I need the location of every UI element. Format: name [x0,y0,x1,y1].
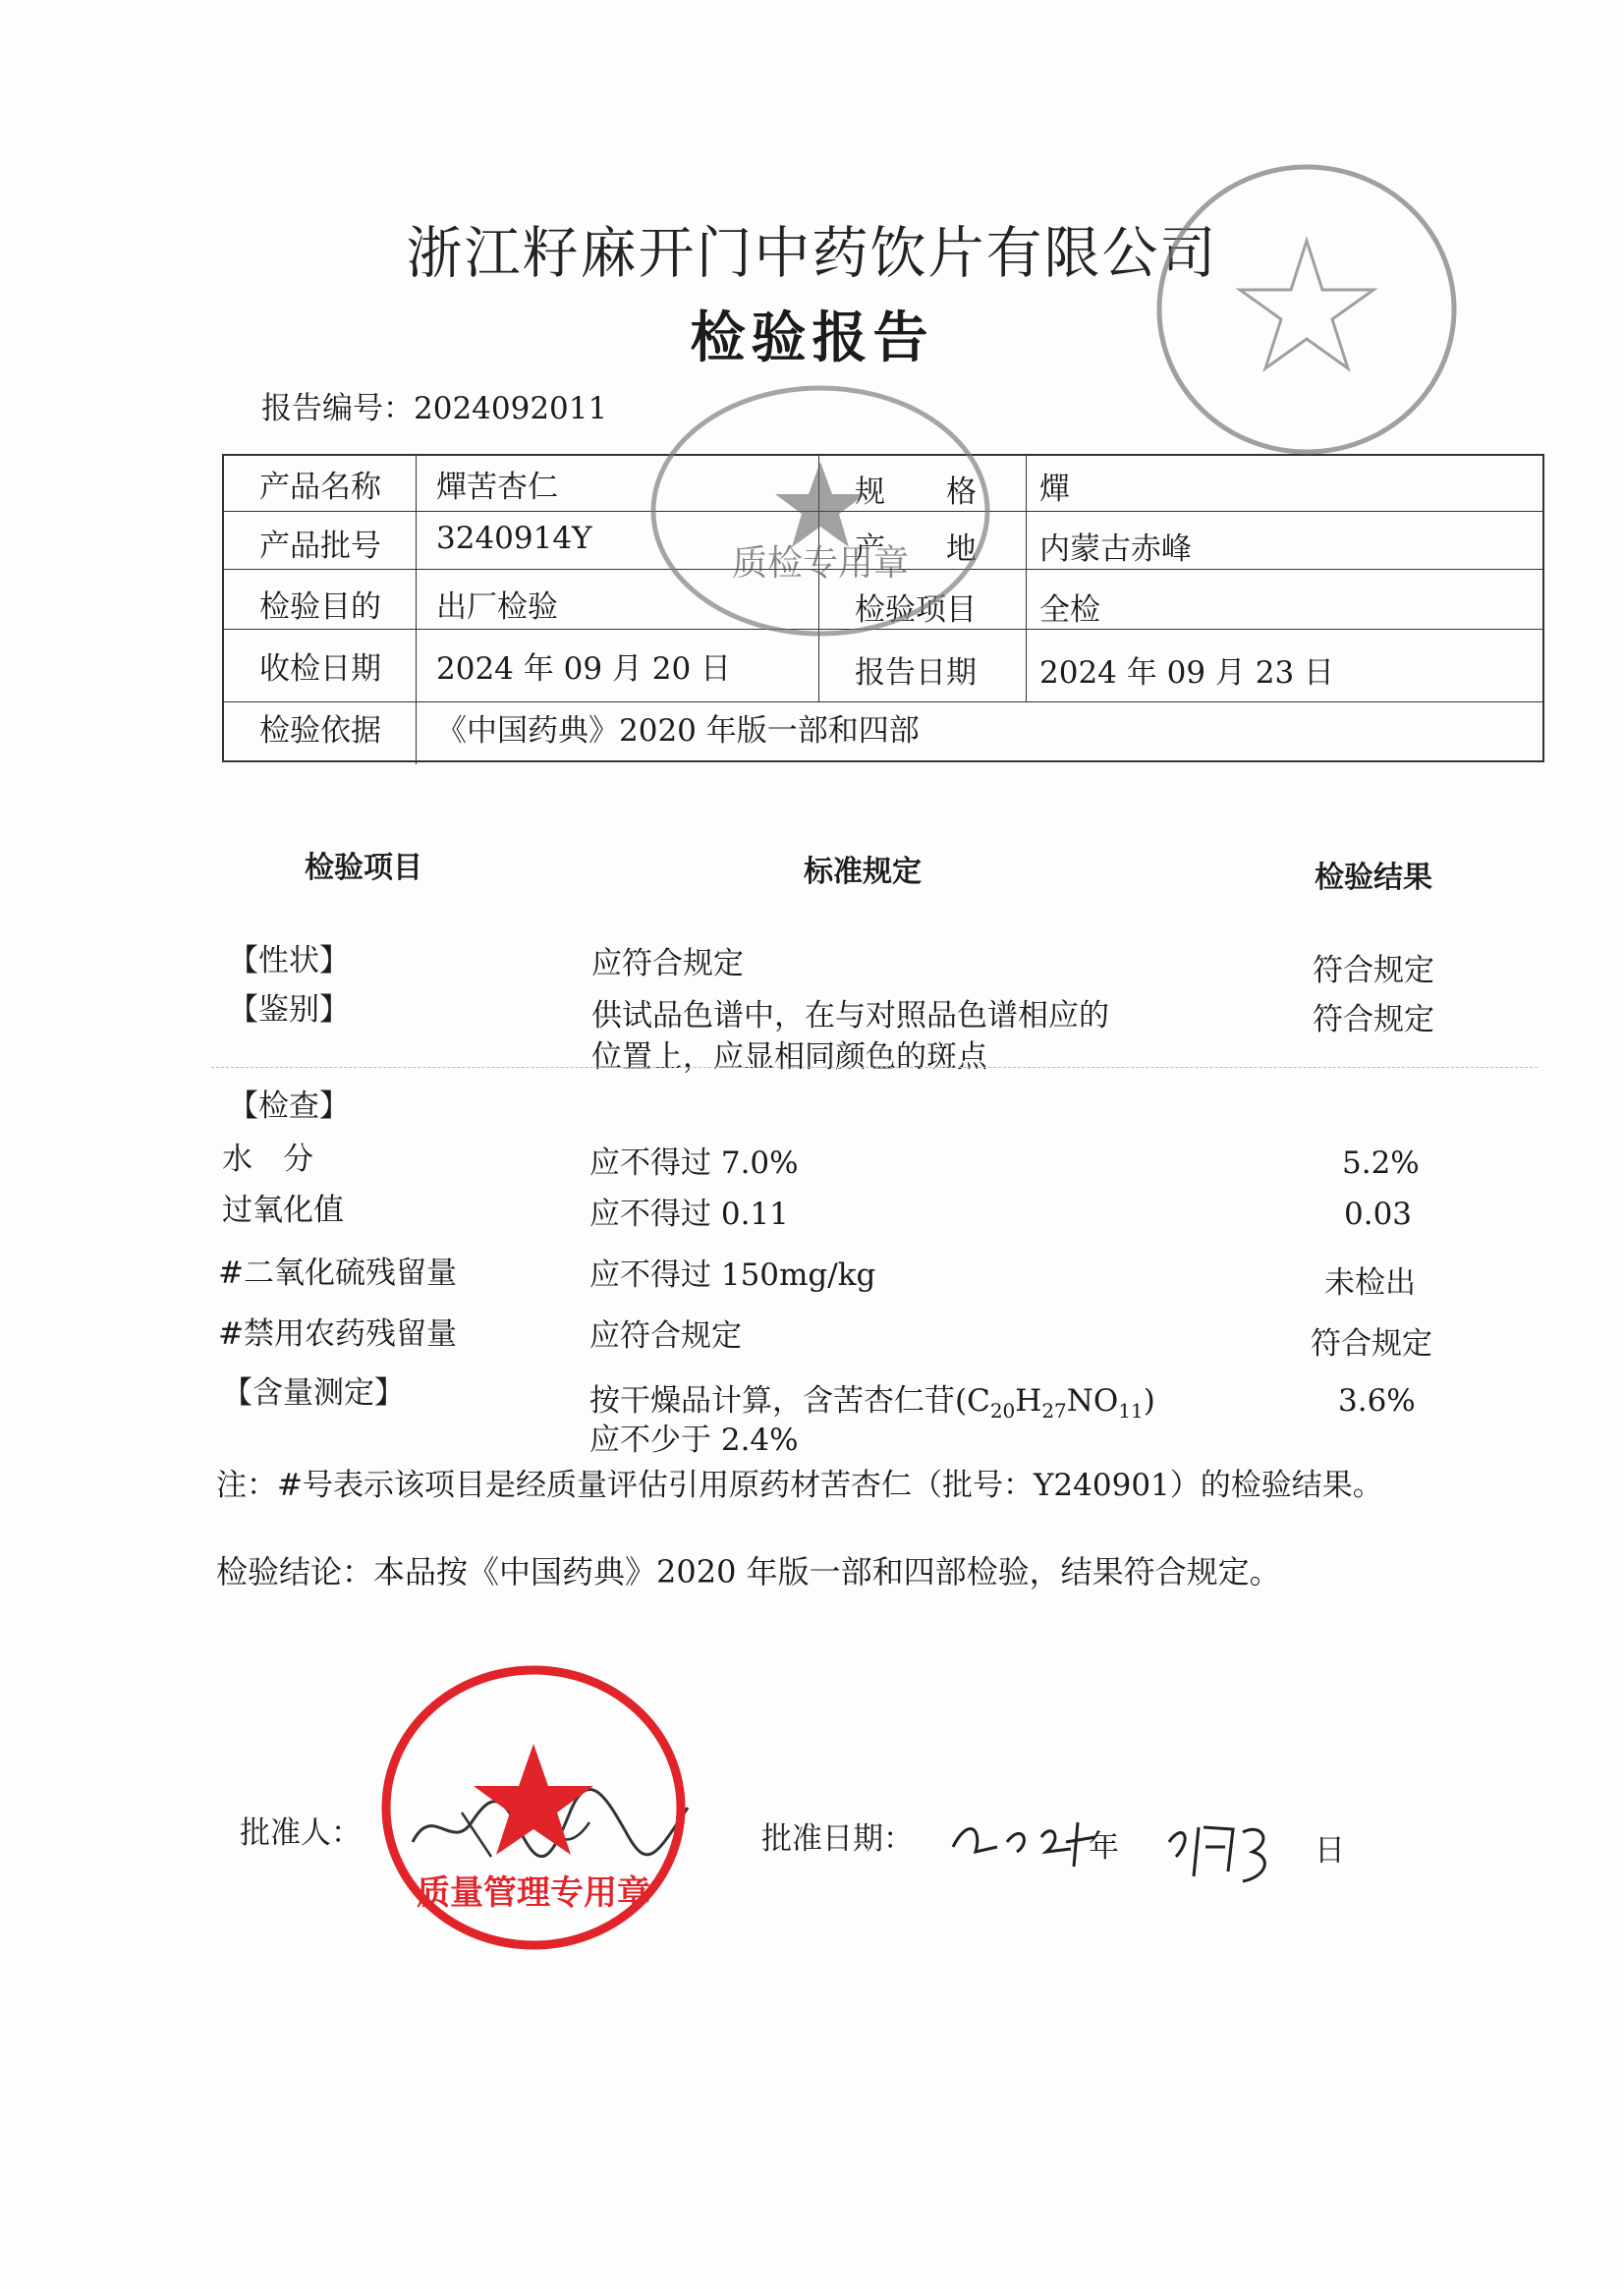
formula-sub-h: 27 [1041,1399,1067,1424]
item-identification: 【鉴别】 [228,992,350,1028]
formula-sub-o: 11 [1118,1399,1144,1424]
value-origin: 内蒙古赤峰 [1039,531,1192,567]
label-basis: 检验依据 [259,713,381,749]
formula-sub-c: 20 [989,1399,1016,1424]
center-stamp-text: 质检专用章 [731,543,910,584]
company-stamp-gray [1140,147,1474,472]
item-inspection: 【检查】 [228,1089,350,1124]
item-assay: 【含量测定】 [222,1375,405,1411]
header-item: 检验项目 [305,851,422,885]
divider-line [211,1067,1538,1068]
standard-sulfur-dioxide: 应不得过 150mg/kg [589,1257,876,1293]
standard-identification-2: 位置上，应显相同颜色的斑点 [591,1039,987,1075]
value-report-date: 2024 年 09 月 23 日 [1039,655,1335,691]
report-title: 检验报告 [690,307,934,370]
assay-text: 按干燥品计算，含苦杏仁苷(C [589,1383,990,1419]
result-moisture: 5.2% [1342,1145,1420,1181]
label-report-date: 报告日期 [855,655,977,691]
label-batch: 产品批号 [259,529,381,564]
value-received-date: 2024 年 09 月 20 日 [436,651,732,687]
approval-year-suffix: 年 [1089,1829,1119,1865]
label-purpose: 检验目的 [259,589,381,625]
item-moisture: 水 分 [222,1142,313,1177]
formula-close: ) [1143,1383,1155,1419]
item-appearance: 【性状】 [228,943,350,978]
label-product-name: 产品名称 [259,470,381,505]
label-spec: 规 格 [855,475,977,510]
item-sulfur-dioxide: #二氧化硫残留量 [218,1256,457,1291]
standard-appearance: 应符合规定 [591,946,744,981]
standard-moisture: 应不得过 7.0% [589,1145,799,1181]
label-received-date: 收检日期 [259,651,381,687]
note: 注：#号表示该项目是经质量评估引用原药材苦杏仁（批号：Y240901）的检验结果。 [216,1468,1383,1503]
standard-peroxide: 应不得过 0.11 [589,1197,789,1232]
item-pesticide: #禁用农药残留量 [218,1316,457,1352]
company-name: 浙江籽麻开门中药饮片有限公司 [406,221,1218,286]
standard-identification-1: 供试品色谱中，在与对照品色谱相应的 [591,998,1109,1033]
value-basis: 《中国药典》2020 年版一部和四部 [436,713,920,749]
result-sulfur-dioxide: 未检出 [1324,1265,1416,1301]
header-result: 检验结果 [1315,861,1432,895]
header-standard: 标准规定 [804,855,922,889]
item-peroxide: 过氧化值 [222,1193,344,1228]
value-test-item: 全检 [1039,592,1100,628]
conclusion: 检验结论：本品按《中国药典》2020 年版一部和四部检验，结果符合规定。 [216,1553,1281,1591]
quality-stamp-red [371,1660,696,1955]
label-origin: 产 地 [855,531,977,567]
value-spec: 燀 [1039,472,1070,507]
approver-label: 批准人： [240,1815,362,1851]
value-batch: 3240914Y [436,521,592,556]
inspection-stamp-gray [644,378,997,643]
result-assay: 3.6% [1338,1383,1416,1419]
standard-assay-2: 应不少于 2.4% [589,1423,799,1458]
result-pesticide: 符合规定 [1311,1326,1432,1362]
result-identification: 符合规定 [1313,1002,1434,1037]
formula-h: H [1015,1383,1042,1419]
formula-no: NO [1066,1383,1119,1419]
label-test-item: 检验项目 [855,592,977,628]
value-product-name: 燀苦杏仁 [436,470,558,505]
handwritten-date [948,1798,1321,1896]
result-appearance: 符合规定 [1313,953,1434,988]
standard-pesticide: 应符合规定 [589,1318,742,1354]
value-purpose: 出厂检验 [436,589,558,625]
report-number: 报告编号：2024092011 [261,391,608,426]
approval-date-label: 批准日期： [761,1821,914,1857]
approval-day-suffix: 日 [1315,1833,1345,1869]
stamp-bottom-text: 质量管理专用章 [417,1873,650,1913]
result-peroxide: 0.03 [1344,1197,1413,1232]
